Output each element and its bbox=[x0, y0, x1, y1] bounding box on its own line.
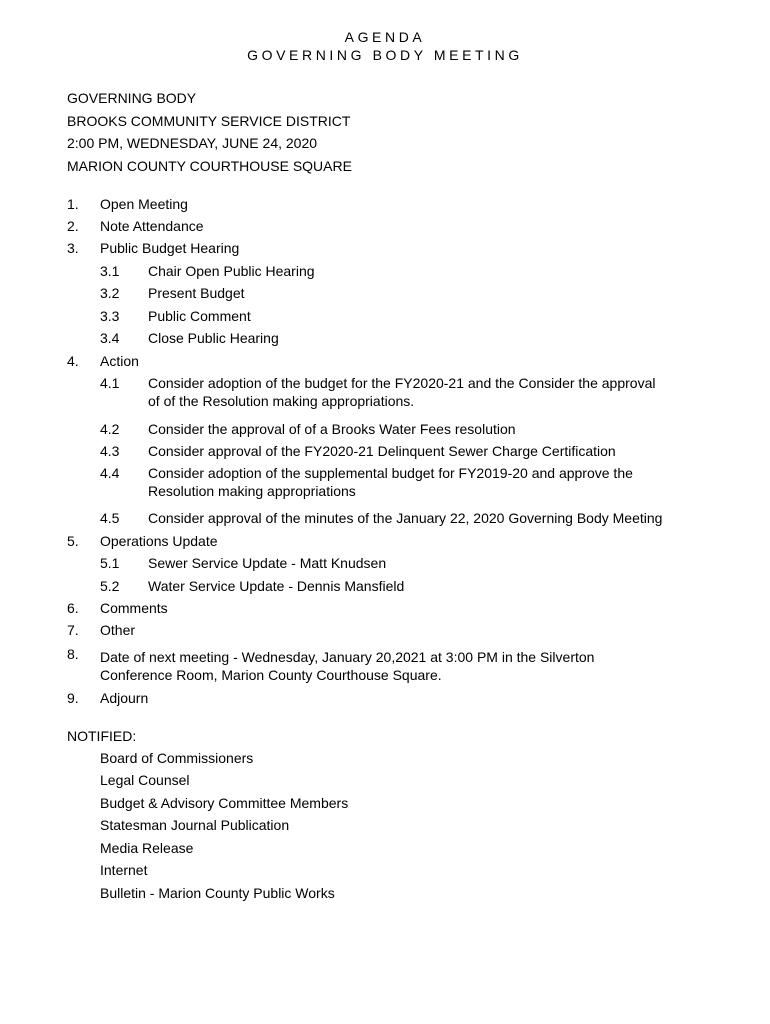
subitem-number: 3.3 bbox=[100, 308, 120, 324]
item-action: Action bbox=[100, 353, 139, 369]
item-number: 9. bbox=[67, 690, 79, 706]
subitem-number: 4.3 bbox=[100, 443, 120, 459]
subitem-present-budget: Present Budget bbox=[148, 285, 245, 301]
subitem-number: 4.1 bbox=[100, 375, 120, 391]
document-subtitle: GOVERNING BODY MEETING bbox=[247, 47, 523, 63]
subitem-budget-adoption: Consider adoption of the budget for the FY2020-21 and the Consider the approval bbox=[148, 375, 656, 391]
subitem-water-service: Water Service Update - Dennis Mansfield bbox=[148, 578, 405, 594]
item-number: 5. bbox=[67, 533, 79, 549]
header-location: MARION COUNTY COURTHOUSE SQUARE bbox=[67, 158, 352, 174]
subitem-sewer-service: Sewer Service Update - Matt Knudsen bbox=[148, 555, 387, 571]
document-title: AGENDA bbox=[344, 29, 426, 45]
subitem-supplemental-budget: Consider adoption of the supplemental budget for FY2019-20 and approve the bbox=[148, 465, 633, 481]
item-operations-update: Operations Update bbox=[100, 533, 218, 549]
item-number: 7. bbox=[67, 622, 79, 638]
item-next-meeting-cont: Conference Room, Marion County Courthouse Square. bbox=[100, 667, 442, 683]
item-open-meeting: Open Meeting bbox=[100, 196, 188, 212]
item-number: 2. bbox=[67, 218, 79, 234]
item-number: 8. bbox=[67, 646, 79, 662]
header-district: BROOKS COMMUNITY SERVICE DISTRICT bbox=[67, 113, 351, 129]
item-number: 4. bbox=[67, 353, 79, 369]
notified-entry: Board of Commissioners bbox=[100, 750, 254, 766]
subitem-number: 4.5 bbox=[100, 510, 120, 526]
item-number: 3. bbox=[67, 240, 79, 256]
subitem-public-comment: Public Comment bbox=[148, 308, 251, 324]
subitem-chair-open: Chair Open Public Hearing bbox=[148, 263, 315, 279]
item-other: Other bbox=[100, 622, 136, 638]
notified-entry: Budget & Advisory Committee Members bbox=[100, 795, 349, 811]
subitem-number: 4.4 bbox=[100, 465, 120, 481]
subitem-number: 4.2 bbox=[100, 421, 120, 437]
subitem-sewer-certification: Consider approval of the FY2020-21 Delinquent Sewer Charge Certification bbox=[148, 443, 616, 459]
item-number: 6. bbox=[67, 600, 79, 616]
subitem-budget-adoption-cont: of of the Resolution making appropriations. bbox=[148, 393, 415, 409]
item-number: 1. bbox=[67, 196, 79, 212]
notified-entry: Bulletin - Marion County Public Works bbox=[100, 885, 335, 901]
subitem-number: 5.1 bbox=[100, 555, 120, 571]
subitem-close-hearing: Close Public Hearing bbox=[148, 330, 279, 346]
notified-entry: Statesman Journal Publication bbox=[100, 817, 290, 833]
subitem-number: 5.2 bbox=[100, 578, 120, 594]
subitem-number: 3.2 bbox=[100, 285, 120, 301]
header-datetime: 2:00 PM, WEDNESDAY, JUNE 24, 2020 bbox=[67, 135, 318, 151]
subitem-supplemental-budget-cont: Resolution making appropriations bbox=[148, 483, 356, 499]
item-public-budget-hearing: Public Budget Hearing bbox=[100, 240, 240, 256]
subitem-minutes-approval: Consider approval of the minutes of the January 22, 2020 Governing Body Meeting bbox=[148, 510, 663, 526]
notified-heading: NOTIFIED: bbox=[67, 728, 137, 744]
item-note-attendance: Note Attendance bbox=[100, 218, 204, 234]
subitem-number: 3.4 bbox=[100, 330, 120, 346]
item-next-meeting: Date of next meeting - Wednesday, January 20,2021 at 3:00 PM in the Silverton bbox=[100, 649, 595, 665]
item-comments: Comments bbox=[100, 600, 168, 616]
notified-entry: Media Release bbox=[100, 840, 194, 856]
notified-entry: Internet bbox=[100, 862, 148, 878]
subitem-number: 3.1 bbox=[100, 263, 120, 279]
header-body: GOVERNING BODY bbox=[67, 90, 197, 106]
item-adjourn: Adjourn bbox=[100, 690, 149, 706]
subitem-water-fees: Consider the approval of of a Brooks Water Fees resolution bbox=[148, 421, 516, 437]
notified-entry: Legal Counsel bbox=[100, 772, 190, 788]
